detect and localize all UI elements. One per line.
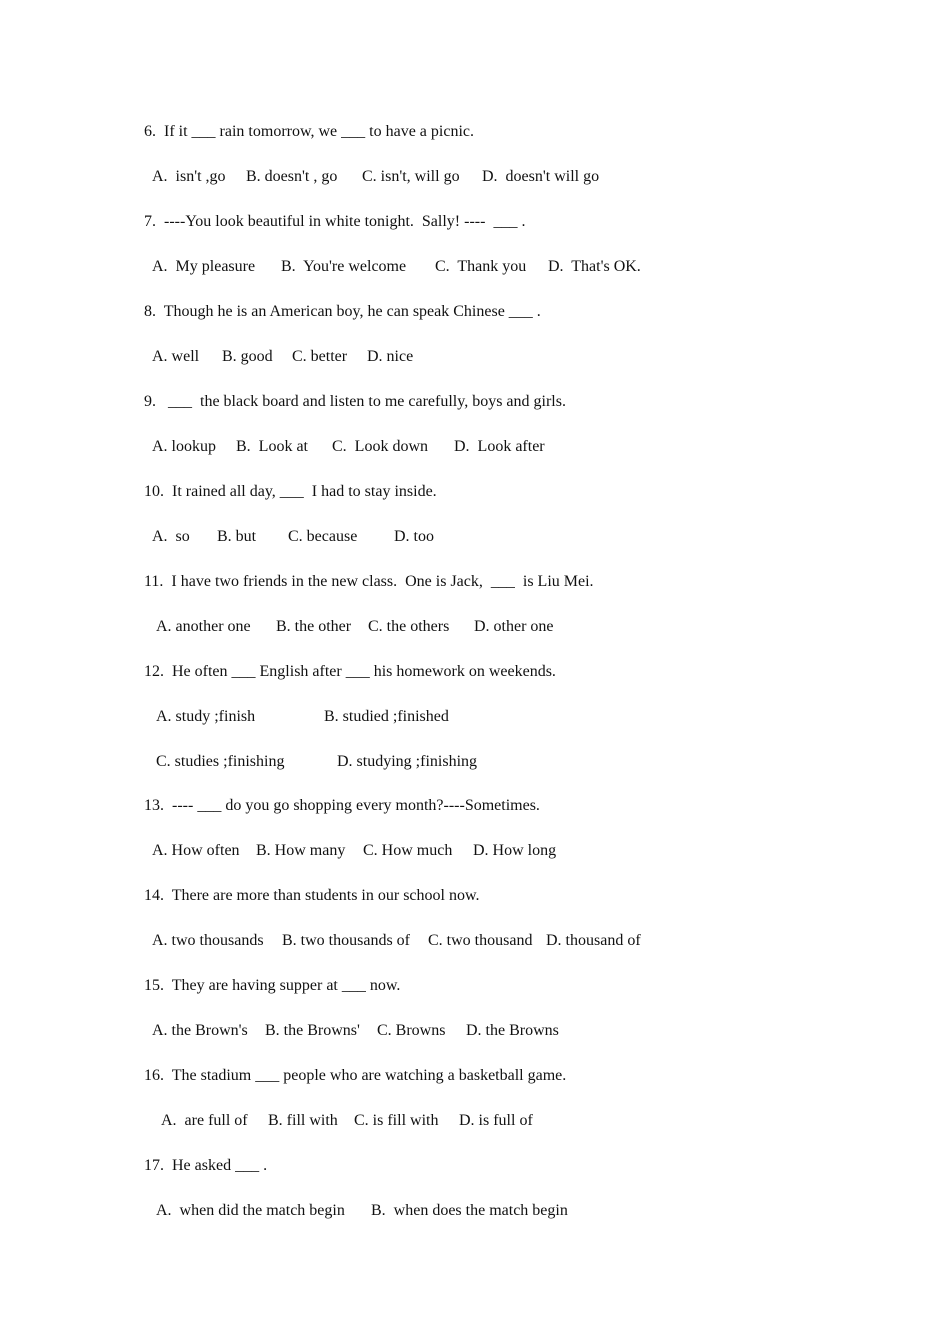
option-b: B. the other	[276, 618, 352, 635]
option-c: C. two thousand	[428, 932, 533, 949]
question-stem: 7. ----You look beautiful in white tonight. Sally! ---- ___ .	[144, 213, 526, 230]
option-a: A. My pleasure	[152, 258, 256, 275]
question-stem: 16. The stadium ___ people who are watching a basketball game.	[144, 1067, 567, 1084]
option-d: D. is full of	[459, 1112, 533, 1129]
option-b: B. Look at	[236, 438, 308, 455]
option-a: A. How often	[152, 842, 240, 859]
option-d: D. studying ;finishing	[337, 753, 478, 770]
option-a: A. so	[152, 528, 190, 545]
option-a: A. study ;finish	[156, 708, 256, 725]
option-a: A. lookup	[152, 438, 216, 455]
option-b: B. the Browns'	[265, 1022, 360, 1039]
option-c: C. isn't, will go	[362, 168, 460, 185]
option-d: D. nice	[367, 348, 414, 365]
option-a: A. isn't ,go	[152, 168, 226, 185]
option-b: B. but	[217, 528, 257, 545]
option-b: B. two thousands of	[282, 932, 410, 949]
question-stem: 12. He often ___ English after ___ his homework on weekends.	[144, 663, 556, 680]
option-b: B. You're welcome	[281, 258, 407, 275]
option-b: B. doesn't , go	[246, 168, 338, 185]
question-stem: 17. He asked ___ .	[144, 1157, 268, 1174]
option-d: D. Look after	[454, 438, 545, 455]
question-stem: 15. They are having supper at ___ now.	[144, 977, 401, 994]
question-stem: 10. It rained all day, ___ I had to stay inside.	[144, 483, 437, 500]
option-a: A. well	[152, 348, 200, 365]
option-d: D. other one	[474, 618, 554, 635]
option-a: A. are full of	[161, 1112, 248, 1129]
option-b: B. when does the match begin	[371, 1202, 568, 1219]
question-stem: 8. Though he is an American boy, he can speak Chinese ___ .	[144, 303, 541, 320]
option-a: A. when did the match begin	[156, 1202, 345, 1219]
question-stem: 14. There are more than students in our school now.	[144, 887, 480, 904]
question-stem: 6. If it ___ rain tomorrow, we ___ to have a picnic.	[144, 123, 474, 140]
option-d: D. the Browns	[466, 1022, 559, 1039]
option-c: C. Look down	[332, 438, 428, 455]
question-stem: 11. I have two friends in the new class. One is Jack, ___ is Liu Mei.	[144, 573, 594, 590]
option-b: B. fill with	[268, 1112, 338, 1129]
option-c: C. the others	[368, 618, 450, 635]
option-c: C. is fill with	[354, 1112, 439, 1129]
option-a: A. another one	[156, 618, 251, 635]
option-b: B. How many	[256, 842, 346, 859]
option-b: B. studied ;finished	[324, 708, 449, 725]
option-d: D. doesn't will go	[482, 168, 600, 185]
question-stem: 13. ---- ___ do you go shopping every month?----Sometimes.	[144, 797, 540, 814]
option-d: D. thousand of	[546, 932, 641, 949]
option-c: C. studies ;finishing	[156, 753, 285, 770]
option-c: C. better	[292, 348, 348, 365]
option-c: C. because	[288, 528, 358, 545]
option-a: A. two thousands	[152, 932, 264, 949]
option-c: C. Browns	[377, 1022, 446, 1039]
option-b: B. good	[222, 348, 273, 365]
option-d: D. How long	[473, 842, 557, 859]
option-d: D. too	[394, 528, 434, 545]
option-d: D. That's OK.	[548, 258, 641, 275]
option-a: A. the Brown's	[152, 1022, 248, 1039]
option-c: C. Thank you	[435, 258, 527, 275]
option-c: C. How much	[363, 842, 453, 859]
question-stem: 9. ___ the black board and listen to me carefully, boys and girls.	[144, 393, 566, 410]
